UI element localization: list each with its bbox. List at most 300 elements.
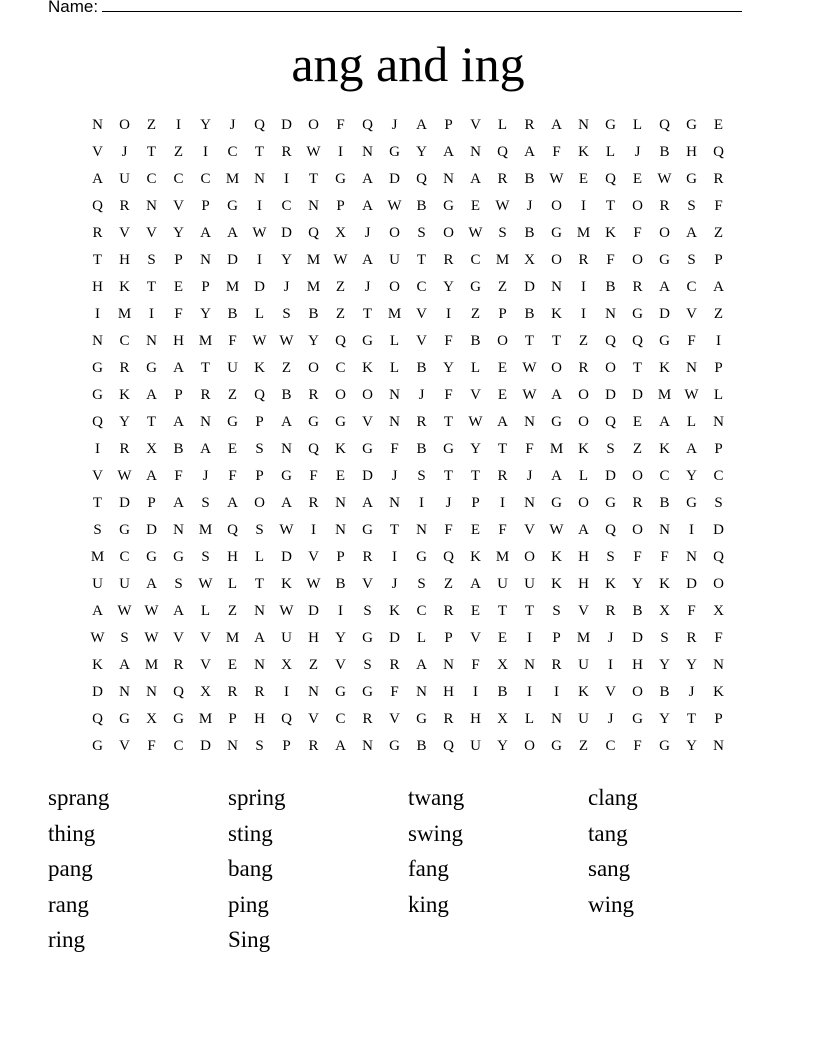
grid-letter: B [524,171,535,187]
grid-letter: G [335,171,346,187]
grid-letter: F [444,333,453,349]
grid-letter: C [416,279,427,295]
grid-letter: Y [443,279,454,295]
grid-letter: G [227,414,238,430]
grid-letter: N [92,117,103,133]
grid-letter: O [578,495,589,511]
grid-letter: K [605,225,616,241]
grid-letter: I [203,144,208,160]
grid-letter: V [416,333,427,349]
grid-letter: E [227,657,238,673]
grid-letter: W [117,603,132,619]
grid-letter: R [578,360,589,376]
grid-letter: E [335,468,346,484]
grid-letter: K [335,441,346,457]
grid-letter: F [633,738,642,754]
grid-letter: H [443,684,454,700]
grid-letter: M [387,306,402,322]
grid-letter: W [495,198,510,214]
grid-letter: R [443,252,454,268]
grid-letter: Q [92,414,103,430]
grid-letter: P [552,630,561,646]
grid-letter: N [308,684,319,700]
grid-letter: C [605,738,616,754]
grid-letter: E [470,522,481,538]
grid-letter: N [146,333,157,349]
grid-letter: Z [443,576,454,592]
grid-letter: D [308,603,319,619]
grid-letter: G [92,387,103,403]
grid-letter: O [119,117,130,133]
grid-letter: P [255,414,264,430]
grid-letter: S [255,441,264,457]
grid-letter: K [578,144,589,160]
grid-letter: V [686,306,697,322]
grid-letter: O [551,198,562,214]
grid-letter: B [416,738,427,754]
grid-letter: E [497,630,508,646]
grid-letter: D [632,630,643,646]
grid-letter: C [659,468,670,484]
grid-letter: B [524,306,535,322]
grid-letter: W [117,468,132,484]
grid-letter: F [714,198,723,214]
grid-letter: S [201,549,210,565]
grid-letter: T [200,360,211,376]
grid-letter: H [470,711,481,727]
grid-letter: S [201,495,210,511]
grid-letter: N [362,738,373,754]
grid-letter: D [119,495,130,511]
grid-letter: N [200,252,211,268]
grid-letter: A [362,198,373,214]
grid-letter: A [92,171,103,187]
grid-letter: A [497,414,508,430]
grid-letter: F [444,522,453,538]
grid-letter: Q [227,522,238,538]
grid-letter: Y [686,738,697,754]
grid-letter: Z [173,144,184,160]
grid-letter: M [306,252,321,268]
grid-letter: O [551,360,562,376]
grid-letter: E [470,198,481,214]
grid-letter: Q [308,225,319,241]
grid-letter: S [363,603,372,619]
grid-letter: C [281,198,292,214]
grid-letter: Y [173,225,184,241]
grid-letter: W [252,225,267,241]
grid-letter: C [200,171,211,187]
grid-letter: O [524,738,535,754]
grid-letter: F [498,522,507,538]
grid-letter: P [444,117,453,133]
grid-letter: O [632,522,643,538]
grid-letter: Y [659,711,670,727]
grid-letter: G [605,495,616,511]
grid-letter: G [551,495,562,511]
grid-letter: V [308,711,319,727]
grid-letter: G [227,198,238,214]
grid-letter: K [713,684,724,700]
grid-letter: A [281,495,292,511]
grid-letter: L [416,630,427,646]
grid-letter: H [578,576,589,592]
grid-letter: S [174,576,183,592]
grid-letter: Q [254,117,265,133]
grid-letter: M [144,657,159,673]
grid-letter: K [119,387,130,403]
grid-letter: O [497,333,508,349]
grid-letter: V [362,414,373,430]
grid-letter: Y [416,144,427,160]
grid-letter: M [90,549,105,565]
grid-letter: N [416,522,427,538]
grid-letter: J [418,387,425,403]
grid-letter: G [686,117,697,133]
grid-letter: K [389,603,400,619]
grid-letter: O [551,252,562,268]
grid-letter: F [444,387,453,403]
grid-letter: D [227,252,238,268]
grid-letter: R [497,468,508,484]
grid-letter: N [470,144,481,160]
grid-letter: I [257,252,262,268]
grid-letter: R [119,441,130,457]
word-list-item: ping [228,891,269,917]
grid-letter: V [578,603,589,619]
grid-letter: V [605,684,616,700]
grid-letter: V [389,711,400,727]
grid-letter: G [389,738,400,754]
grid-letter: G [686,171,697,187]
grid-letter: P [147,495,156,511]
grid-letter: H [578,549,589,565]
grid-letter: A [335,738,346,754]
grid-letter: J [229,117,236,133]
grid-letter: H [308,630,319,646]
grid-letter: O [632,198,643,214]
word-list-item: twang [408,785,465,810]
grid-letter: I [716,333,721,349]
grid-letter: D [281,225,292,241]
grid-letter: B [281,387,292,403]
grid-letter: E [470,603,481,619]
grid-letter: G [659,252,670,268]
grid-letter: R [416,414,427,430]
grid-letter: D [362,468,373,484]
grid-letter: B [308,306,319,322]
grid-letter: A [686,441,697,457]
grid-letter: Q [713,144,724,160]
grid-letter: S [687,198,696,214]
word-list-item: pang [48,856,93,881]
grid-letter: O [308,117,319,133]
grid-letter: G [362,630,373,646]
grid-letter: D [659,306,670,322]
grid-letter: M [225,630,240,646]
grid-letter: L [254,306,265,322]
grid-letter: C [173,738,184,754]
grid-letter: I [284,684,289,700]
grid-letter: N [551,711,562,727]
grid-letter: N [443,657,454,673]
grid-letter: R [389,657,400,673]
grid-letter: W [333,252,348,268]
grid-letter: M [549,441,564,457]
grid-letter: I [392,549,397,565]
grid-letter: Y [686,657,697,673]
grid-letter: C [146,171,157,187]
grid-letter: V [470,117,481,133]
grid-letter: N [443,171,454,187]
grid-letter: Y [308,333,319,349]
grid-letter: V [308,549,319,565]
grid-letter: L [254,549,265,565]
grid-letter: V [92,468,103,484]
grid-letter: A [200,225,211,241]
grid-letter: Q [335,333,346,349]
grid-letter: Z [308,657,319,673]
grid-letter: Y [470,441,481,457]
grid-letter: N [146,198,157,214]
grid-letter: P [228,711,237,727]
grid-letter: N [713,414,724,430]
grid-letter: U [119,576,130,592]
grid-letter: S [147,252,156,268]
grid-letter: H [686,144,697,160]
grid-letter: Q [497,144,508,160]
grid-letter: F [228,333,237,349]
grid-letter: G [416,549,427,565]
grid-letter: T [497,441,508,457]
grid-letter: S [120,630,129,646]
grid-letter: K [551,576,562,592]
grid-letter: A [524,144,535,160]
name-field [48,0,742,18]
grid-letter: X [281,657,292,673]
grid-letter: G [551,225,562,241]
grid-letter: A [443,144,454,160]
grid-letter: O [362,387,373,403]
grid-letter: F [390,441,399,457]
grid-letter: R [443,711,454,727]
grid-letter: A [362,495,373,511]
grid-letter: F [228,468,237,484]
grid-letter: F [525,441,534,457]
grid-letter: T [308,171,319,187]
grid-letter: T [389,522,400,538]
grid-letter: J [391,468,398,484]
grid-letter: L [470,360,481,376]
grid-letter: A [470,171,481,187]
grid-letter: R [254,684,265,700]
grid-letter: M [306,279,321,295]
grid-letter: N [389,387,400,403]
grid-letter: F [309,468,318,484]
grid-letter: X [659,603,670,619]
grid-letter: Q [362,117,373,133]
grid-letter: Y [200,117,211,133]
grid-letter: D [146,522,157,538]
grid-letter: L [227,576,238,592]
grid-letter: V [470,630,481,646]
grid-letter: T [146,414,157,430]
grid-letter: J [526,198,533,214]
grid-letter: D [713,522,724,538]
grid-letter: I [95,306,100,322]
grid-letter: W [306,144,321,160]
word-list-item: spring [228,785,286,810]
grid-letter: D [605,387,616,403]
grid-letter: B [497,684,508,700]
grid-letter: B [416,198,427,214]
grid-letter: J [121,144,128,160]
grid-letter: P [444,630,453,646]
grid-letter: O [254,495,265,511]
grid-letter: G [605,117,616,133]
grid-letter: K [92,657,103,673]
grid-letter: D [200,738,211,754]
grid-letter: U [281,630,292,646]
grid-letter: I [338,144,343,160]
grid-letter: G [308,414,319,430]
grid-letter: O [578,387,589,403]
grid-letter: K [551,549,562,565]
grid-letter: G [632,711,643,727]
grid-letter: V [200,657,211,673]
grid-letter: J [688,684,695,700]
grid-letter: G [92,360,103,376]
grid-letter: J [607,711,614,727]
grid-letter: F [336,117,345,133]
grid-letter: M [576,630,591,646]
grid-letter: F [390,684,399,700]
grid-letter: R [119,198,130,214]
grid-letter: A [173,495,184,511]
grid-letter: S [660,630,669,646]
grid-letter: R [308,738,319,754]
grid-letter: S [93,522,102,538]
grid-letter: N [254,603,265,619]
grid-letter: Y [686,468,697,484]
grid-letter: S [417,468,426,484]
grid-letter: Y [281,252,292,268]
grid-letter: Q [632,333,643,349]
grid-letter: Q [92,198,103,214]
grid-letter: Z [713,225,724,241]
grid-letter: C [335,711,346,727]
grid-letter: A [227,495,238,511]
grid-letter: W [549,171,564,187]
grid-letter: W [279,333,294,349]
grid-letter: S [417,576,426,592]
grid-letter: O [632,684,643,700]
grid-letter: Q [659,117,670,133]
grid-letter: T [470,468,481,484]
grid-letter: K [254,360,265,376]
grid-letter: G [92,738,103,754]
grid-letter: K [281,576,292,592]
grid-letter: W [279,603,294,619]
grid-letter: S [498,225,507,241]
grid-letter: T [92,495,103,511]
grid-letter: B [605,279,616,295]
grid-letter: N [605,306,616,322]
grid-letter: H [119,252,130,268]
grid-letter: W [279,522,294,538]
grid-letter: B [173,441,184,457]
grid-letter: I [527,630,532,646]
grid-letter: G [281,468,292,484]
grid-letter: N [146,684,157,700]
grid-letter: R [686,630,697,646]
grid-letter: W [468,414,483,430]
grid-letter: B [227,306,238,322]
grid-letter: T [146,279,157,295]
grid-letter: Y [632,576,643,592]
grid-letter: K [470,549,481,565]
grid-letter: P [201,198,210,214]
grid-letter: G [362,522,373,538]
grid-letter: S [255,738,264,754]
grid-letter: L [605,144,616,160]
grid-letter: Y [497,738,508,754]
grid-letter: P [282,738,291,754]
grid-letter: U [119,171,130,187]
grid-letter: N [389,495,400,511]
grid-letter: R [578,252,589,268]
grid-letter: Q [281,711,292,727]
word-list-item: tang [588,820,628,846]
grid-letter: X [497,711,508,727]
grid-letter: N [254,171,265,187]
grid-letter: T [146,144,157,160]
grid-letter: Q [605,171,616,187]
grid-letter: K [578,441,589,457]
grid-letter: N [119,684,130,700]
grid-letter: L [686,414,697,430]
grid-letter: G [335,684,346,700]
grid-letter: T [632,360,643,376]
grid-letter: T [443,414,454,430]
grid-letter: R [200,387,211,403]
grid-letter: K [551,306,562,322]
grid-letter: K [659,360,670,376]
grid-letter: R [605,603,616,619]
grid-letter: C [470,252,481,268]
grid-letter: W [252,333,267,349]
grid-letter: O [713,576,724,592]
grid-letter: E [578,171,589,187]
grid-letter: I [338,603,343,619]
page-title: ang and ing [291,36,525,92]
grid-letter: J [283,279,290,295]
grid-letter: G [119,522,130,538]
grid-letter: G [119,711,130,727]
grid-letter: W [144,603,159,619]
grid-letter: N [92,333,103,349]
grid-letter: O [389,225,400,241]
grid-letter: C [335,360,346,376]
grid-letter: H [173,333,184,349]
grid-letter: I [527,684,532,700]
grid-letter: T [605,198,616,214]
grid-letter: F [174,306,183,322]
grid-letter: R [308,387,319,403]
grid-letter: F [687,603,696,619]
grid-letter: R [227,684,238,700]
grid-letter: Q [416,171,427,187]
